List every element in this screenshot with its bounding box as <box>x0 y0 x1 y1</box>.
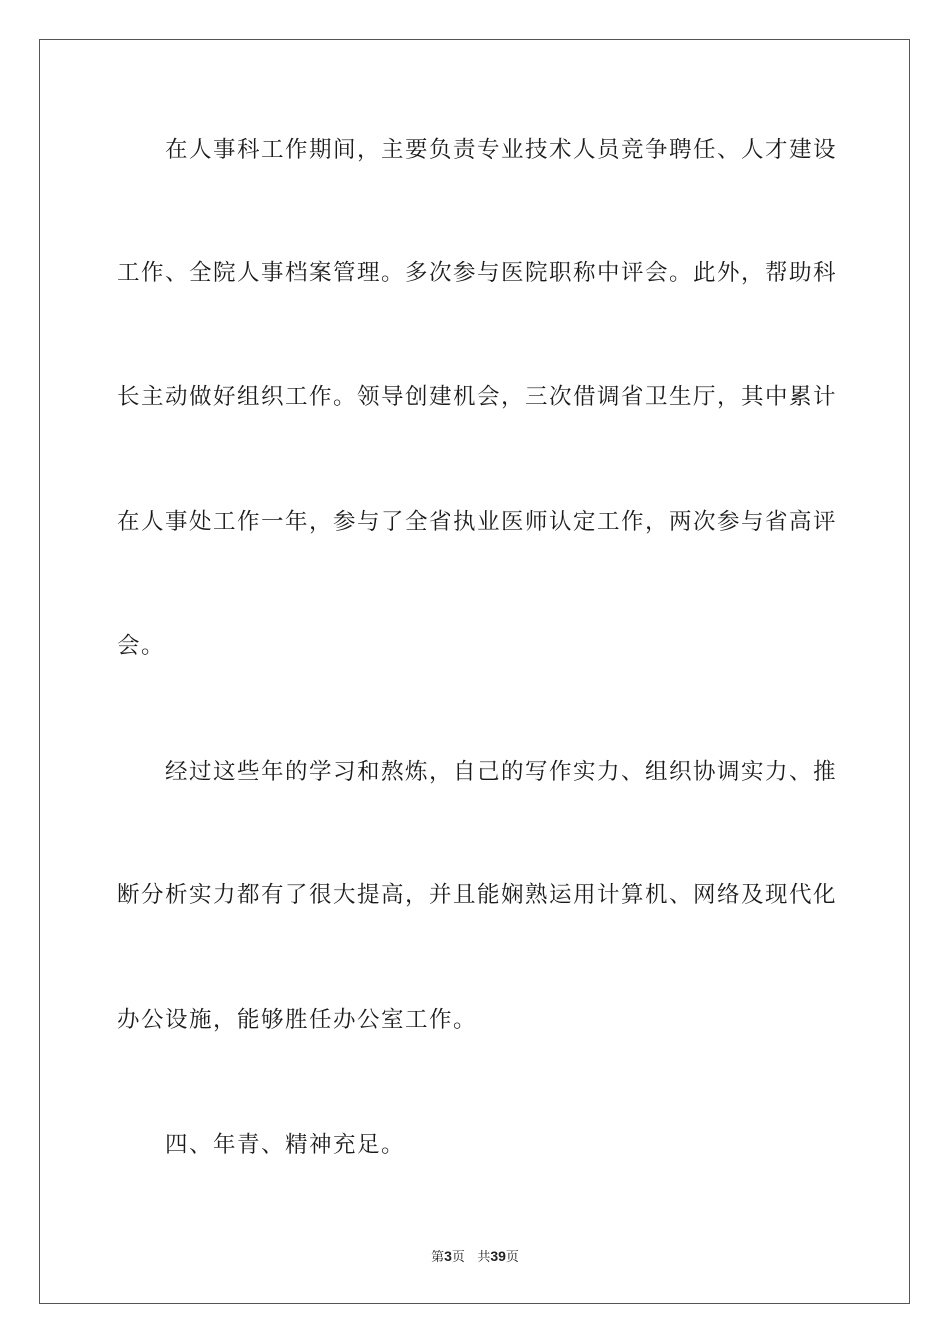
footer-total-prefix: 共 <box>477 1250 491 1265</box>
current-page-number: 3 <box>444 1248 452 1264</box>
paragraph-line: 办公设施，能够胜任办公室工作。 <box>117 1007 478 1033</box>
paragraph-line: 经过这些年的学习和熬炼，自己的写作实力、组织协调实力、推 <box>165 759 838 785</box>
paragraph-line: 在人事科工作期间，主要负责专业技术人员竞争聘任、人才建设 <box>165 137 838 163</box>
footer-prefix: 第 <box>431 1250 445 1265</box>
paragraph-line: 长主动做好组织工作。领导创建机会，三次借调省卫生厅，其中累计 <box>117 384 838 410</box>
paragraph-line: 工作、全院人事档案管理。多次参与医院职称中评会。此外，帮助科 <box>117 260 838 286</box>
section-heading: 四、年青、精神充足。 <box>165 1132 406 1158</box>
page-footer <box>0 1246 950 1265</box>
paragraph-line: 在人事处工作一年，参与了全省执业医师认定工作，两次参与省高评 <box>117 509 838 535</box>
page-border <box>39 39 910 1304</box>
paragraph-line: 会。 <box>117 633 166 659</box>
footer-page-suffix: 页 <box>451 1250 465 1265</box>
paragraph-line: 断分析实力都有了很大提高，并且能娴熟运用计算机、网络及现代化 <box>117 882 838 908</box>
total-page-count: 39 <box>490 1248 506 1264</box>
footer-total-suffix: 页 <box>505 1250 519 1265</box>
